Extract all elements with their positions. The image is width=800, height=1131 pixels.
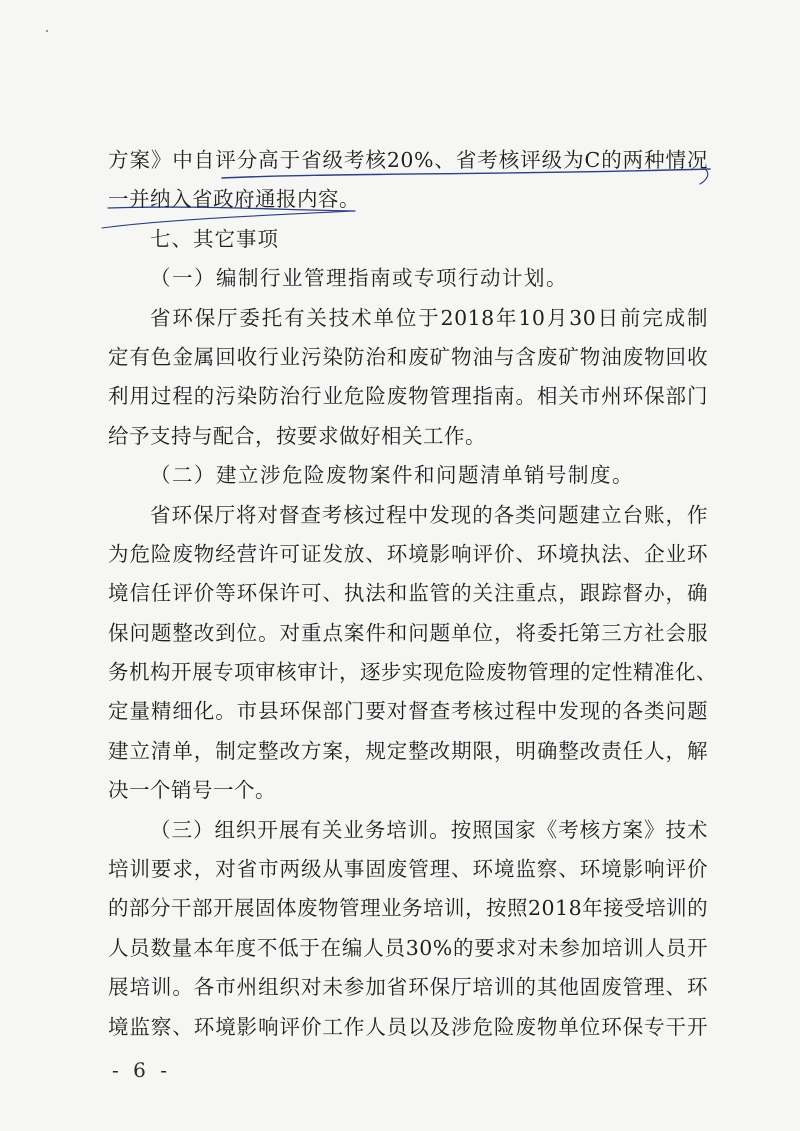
text-line-7: 利用过程的污染防治行业危险废物管理指南。相关市州环保部门 xyxy=(108,384,708,409)
page-number: - 6 - xyxy=(112,1058,171,1082)
document-body xyxy=(108,141,717,1047)
text-line-14: 务机构开展专项审核审计，逐步实现危险废物管理的定性精准化、 xyxy=(108,660,717,685)
subheading-1: （一）编制行业管理指南或专项行动计划。 xyxy=(150,266,568,291)
text-line-5: 省环保厅委托有关技术单位于2018年10月30日前完成制 xyxy=(150,305,708,330)
text-line-13: 保问题整改到位。对重点案件和问题单位，将委托第三方社会服 xyxy=(108,620,708,645)
text-line-2: 一并纳入省政府通报内容。 xyxy=(108,187,360,212)
text-line-8: 给予支持与配合，按要求做好相关工作。 xyxy=(108,423,486,448)
text-line-1: 方案》中自评分高于省级考核20%、省考核评级为C的两种情况 xyxy=(108,148,708,172)
text-line-20: 的部分干部开展固体废物管理业务培训，按照2018年接受培训的 xyxy=(108,896,709,921)
text-line-21: 人员数量本年度不低于在编人员30%的要求对未参加培训人员开 xyxy=(108,935,708,960)
text-line-10: 省环保厅将对督查考核过程中发现的各类问题建立台账，作 xyxy=(150,502,708,527)
subheading-3: （三）组织开展有关业务培训。按照国家《考核方案》技术 xyxy=(150,817,708,842)
text-line-22: 展培训。各市州组织对未参加省环保厅培训的其他固废管理、环 xyxy=(108,975,708,1000)
text-line-12: 境信任评价等环保许可、执法和监管的关注重点，跟踪督办，确 xyxy=(108,581,708,606)
section-heading-7: 七、其它事项 xyxy=(150,226,279,251)
text-line-16: 建立清单，制定整改方案，规定整改期限，明确整改责任人，解 xyxy=(108,738,708,763)
text-line-11: 为危险废物经营许可证发放、环境影响评价、环境执法、企业环 xyxy=(108,541,708,566)
text-line-6: 定有色金属回收行业污染防治和废矿物油与含废矿物油废物回收 xyxy=(108,344,708,369)
text-line-15: 定量精细化。市县环保部门要对督查考核过程中发现的各类问题 xyxy=(108,699,708,724)
text-line-19: 培训要求，对省市两级从事固废管理、环境监察、环境影响评价 xyxy=(108,857,708,882)
text-line-17: 决一个销号一个。 xyxy=(108,778,276,803)
scan-speck xyxy=(46,30,48,32)
text-line-23: 境监察、环境影响评价工作人员以及涉危险废物单位环保专干开 xyxy=(108,1014,708,1039)
subheading-2: （二）建立涉危险废物案件和问题清单销号制度。 xyxy=(150,463,634,488)
